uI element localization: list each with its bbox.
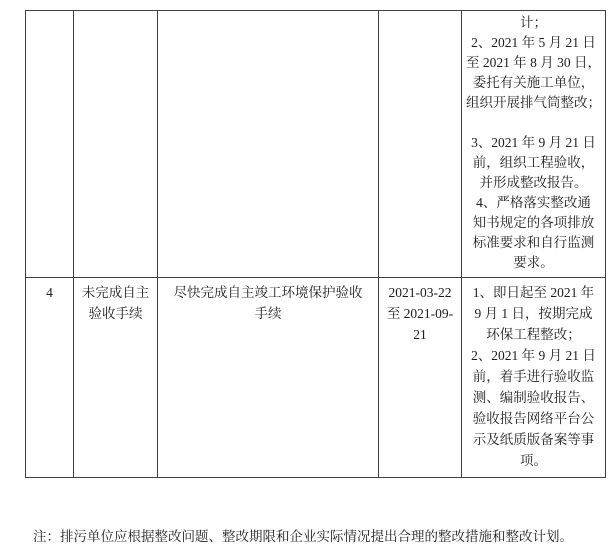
cell-plan-4: [461, 277, 605, 477]
text-line: 1、即日起至 2021 年: [472, 285, 595, 300]
text-line: 项。: [520, 453, 547, 468]
cell-seq-4: 4: [26, 277, 73, 477]
text-line: 并形成整改报告。: [479, 175, 588, 190]
cell-measure-4: [157, 277, 378, 477]
text-line: 标准要求和自行监测: [472, 235, 595, 250]
text-line: 4、严格落实整改通: [476, 195, 591, 210]
text-line: 9 月 1 日，按期完成: [474, 306, 593, 321]
text-line: 未完成自主: [81, 285, 150, 300]
cell-deadline-4: [378, 277, 461, 477]
text-line: 要求。: [513, 255, 554, 270]
cell-measure-continued: [157, 11, 378, 277]
text-line: 3、2021 年 9 月 21 日: [471, 135, 596, 150]
cell-problem-continued: [73, 11, 157, 277]
text-line: 知书规定的各项排放: [472, 215, 595, 230]
text-line: 2、2021 年 5 月 21 日: [471, 35, 596, 50]
text-line: 前，组织工程验收，: [472, 155, 595, 170]
text-line: [463, 113, 604, 133]
cell-seq-continued: [26, 11, 73, 277]
text-line: 至 2021-09-: [386, 306, 454, 321]
text-line: 2021-03-22: [388, 285, 452, 300]
text-line: 环保工程整改；: [486, 327, 581, 342]
text-line: 组织开展排气筒整改；: [466, 95, 601, 110]
text-line: 尽快完成自主竣工环境保护验收: [173, 285, 363, 300]
cell-problem-4: [73, 277, 157, 477]
text-line: 验收手续: [88, 306, 143, 321]
text-line: 测、编制验收报告、: [472, 390, 595, 405]
text-line: 至 2021 年 8 月 30 日，: [466, 55, 601, 70]
text-line: 示及纸质版备案等事: [472, 432, 595, 447]
text-line: 前，着手进行验收监: [472, 369, 595, 384]
text-line: 委托有关施工单位，: [472, 75, 595, 90]
rectification-table: [25, 10, 606, 478]
text-line: 手续: [254, 306, 282, 321]
text-line: 2、2021 年 9 月 21 日: [471, 348, 596, 363]
cell-plan-continued: [461, 11, 605, 277]
text-line: 计；: [520, 15, 547, 30]
table-footnote: 注：排污单位应根据整改问题、整改期限和企业实际情况提出合理的整改措施和整改计划。: [33, 529, 573, 544]
text-line: 验收报告网络平台公: [472, 411, 595, 426]
cell-deadline-continued: [378, 11, 461, 277]
text-line: 21: [413, 327, 427, 342]
